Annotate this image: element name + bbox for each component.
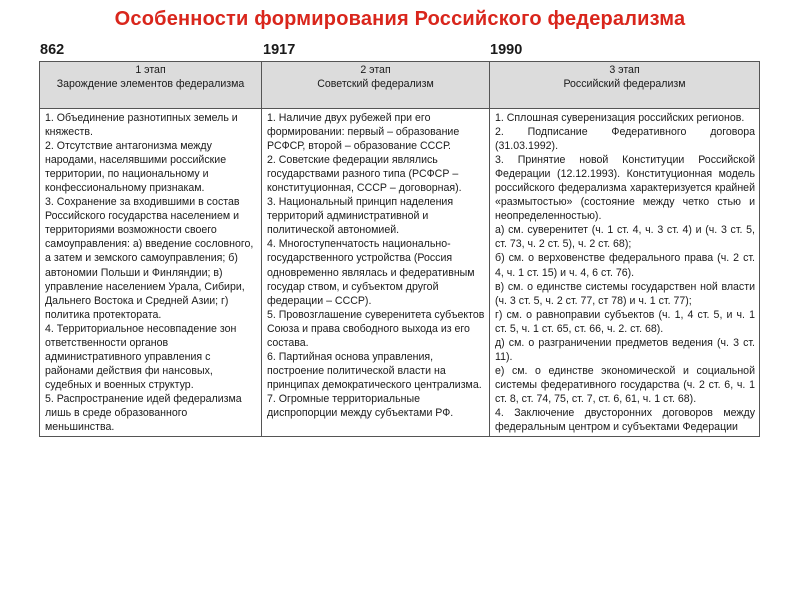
- header-stage-3: [490, 62, 760, 109]
- stage-3-content: [490, 109, 760, 437]
- list-item: 1. Объединение разнотипных земель и княжеств.: [45, 112, 238, 139]
- header-stage-label: 3 этап: [609, 64, 640, 76]
- list-item: 7. Огромные территориальные диспропорции между субъектами РФ.: [267, 392, 454, 419]
- year-label-3: 1990: [490, 42, 523, 58]
- list-item: 4. Заключение двусторонних договоров между федеральным центром и субъектами Федерации: [495, 406, 755, 434]
- year-label-1: 862: [40, 42, 65, 58]
- list-item: е) см. о единстве экономической и социальной системы федеративного государства (ч. 2 ст. 6, ч. 1 ст. 8, ст. 74, 75, ст. 7, ст. 6, 61, ч. 1 ст. 68).: [495, 364, 755, 405]
- list-item: 5. Провозглашение суверенитета субъектов Союза и права свободного выхода из его состава.: [267, 308, 485, 349]
- list-item: 6. Партийная основа управления, построение политической власти на принципах демократического централизма.: [267, 350, 482, 391]
- list-item: 2. Подписание Федеративного договора (31.03.1992).: [495, 126, 755, 153]
- list-item: 5. Распространение идей федерализма лишь в среде образованного меньшинства.: [45, 392, 242, 434]
- table-header-row: [40, 62, 760, 109]
- header-stage-label: 1 этап: [135, 64, 166, 76]
- table-row: [40, 109, 760, 437]
- list-item: а) см. суверенитет (ч. 1 ст. 4, ч. 3 ст. 4) и (ч. 3 ст. 5, ст. 73, ч. 2 ст. 5), ч. 2 ст. 68);: [495, 224, 755, 251]
- list-item: 3. Принятие новой Конституции Российской Федерации (12.12.1993). Конституционная модель российского федерализма характеризуется крайней «размытостью» (состояние между четко стью и неопределенностью).: [495, 154, 755, 223]
- list-item: 1. Наличие двух рубежей при его формировании: первый – образование РСФСР, второй – образование СССР.: [267, 112, 460, 153]
- header-stage-1: [40, 62, 262, 109]
- list-item: б) см. о верховенстве федерального права (ч. 2 ст. 4, ч. 1 ст. 15) и ч. 4, 6 ст. 76).: [495, 252, 755, 279]
- header-stage-label: 2 этап: [360, 64, 391, 76]
- list-item: 3. Сохранение за входившими в состав Российского государства населением и территориями возможности своего самоуправления: а) введение сословного, а затем и земского самоуправления; б) автономии Польши и Финляндии; в) управление населением Урала, Сибири, Дальнего Востока и Средней Азии; г) политика протектората.: [45, 196, 254, 321]
- header-stage-name: Советский федерализм: [317, 78, 434, 91]
- list-item: 4. Многоступенчатость национально-государственного устройства (Россия одновременно являлась и федеративным государ ством, и субъектом другой федерации – СССР).: [267, 238, 475, 307]
- list-item: 2. Отсутствие антагонизма между народами, населявшими российские территории, по национальному и конфессиональному признакам.: [45, 140, 227, 195]
- list-item: в) см. о единстве системы государствен ной власти (ч. 3 ст. 5, ч. 2 ст. 77, ст 78) и ч. 1 ст. 77);: [495, 280, 755, 307]
- list-item: 2. Советские федерации являлись государствами разного типа (РСФСР – конституционная, СССР – договорная).: [267, 154, 462, 195]
- list-item: д) см. о разграничении предметов ведения (ч. 3 ст. 11).: [495, 336, 755, 363]
- list-item: 1. Сплошная суверенизация российских регионов.: [495, 112, 745, 124]
- stage-1-content: [40, 109, 262, 437]
- list-item: г) см. о равноправии субъектов (ч. 1, 4 ст. 5, и ч. 1 ст. 5, ч. 1 ст. 65, ст. 66, ч. 2. ст. 68).: [495, 308, 755, 335]
- year-label-2: 1917: [263, 42, 296, 58]
- stages-table: [39, 61, 760, 437]
- stage-2-content: [262, 109, 490, 437]
- header-stage-2: [262, 62, 490, 109]
- list-item: 4. Территориальное несовпадение зон ответственности органов административного управления с районами действия фи нансовых, судебных и военных структур.: [45, 322, 237, 391]
- page-title: Особенности формирования Российского федерализма: [114, 8, 686, 30]
- header-stage-name: Российский федерализм: [563, 78, 686, 91]
- header-stage-name: Зарождение элементов федерализма: [56, 78, 245, 91]
- list-item: 3. Национальный принцип наделения территорий административной и политической автономией.: [267, 196, 454, 237]
